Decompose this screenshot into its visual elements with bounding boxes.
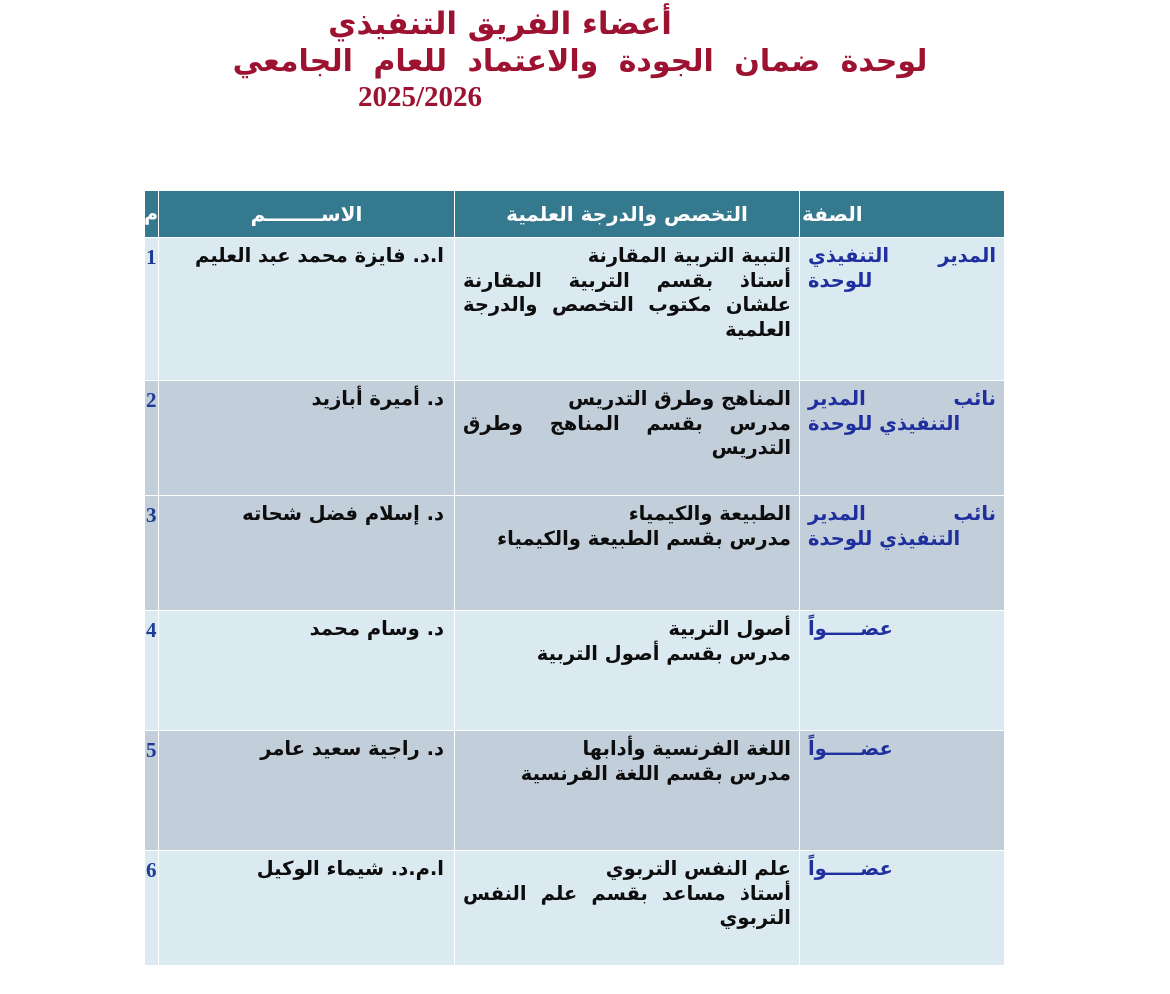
- page-title-line-3: 2025/2026: [357, 81, 483, 114]
- table-row: [145, 238, 1005, 381]
- column-header-name: الاســــــــم: [159, 191, 455, 238]
- team-table-container: [145, 190, 1005, 966]
- document-title-block: [130, 6, 1030, 116]
- role-text: عضـــــواً: [808, 617, 893, 640]
- cell-specialization: [455, 851, 800, 966]
- page-title-line-1: أعضاء الفريق التنفيذي: [328, 6, 672, 42]
- cell-role: [800, 381, 1005, 496]
- cell-name: ا.م.د. شيماء الوكيل: [159, 851, 455, 966]
- executive-team-table: [145, 190, 1006, 966]
- role-text: المدير التنفيذي للوحدة: [808, 244, 996, 292]
- table-row: [145, 851, 1005, 966]
- specialization-detail: مدرس بقسم المناهج وطرق التدريس: [463, 411, 791, 460]
- role-text: عضـــــواً: [808, 857, 893, 880]
- cell-name: د. أميرة أبازيد: [159, 381, 455, 496]
- table-row: [145, 496, 1005, 611]
- table-row: [145, 381, 1005, 496]
- cell-name: د. إسلام فضل شحاته: [159, 496, 455, 611]
- cell-specialization: [455, 731, 800, 851]
- column-header-number: م: [145, 191, 159, 238]
- specialization-title: الطبيعة والكيمياء: [628, 502, 791, 525]
- cell-role: [800, 851, 1005, 966]
- specialization-detail: مدرس بقسم الطبيعة والكيمياء: [497, 526, 791, 550]
- cell-name: د. وسام محمد: [159, 611, 455, 731]
- specialization-title: المناهج وطرق التدريس: [568, 387, 791, 410]
- role-text: عضـــــواً: [808, 737, 893, 760]
- role-text: نائب المدير التنفيذي للوحدة: [808, 387, 996, 435]
- specialization-detail: مدرس بقسم اللغة الفرنسية: [520, 761, 791, 785]
- cell-role: [800, 611, 1005, 731]
- cell-name: د. راجية سعيد عامر: [159, 731, 455, 851]
- cell-row-number: 2: [145, 381, 159, 496]
- cell-role: [800, 238, 1005, 381]
- cell-row-number: 3: [145, 496, 159, 611]
- table-header: [145, 191, 1005, 238]
- table-row: [145, 611, 1005, 731]
- cell-specialization: [455, 496, 800, 611]
- specialization-detail: مدرس بقسم أصول التربية: [536, 641, 791, 665]
- table-header-row: [145, 191, 1005, 238]
- cell-role: [800, 496, 1005, 611]
- column-header-role: الصفة: [800, 191, 1005, 238]
- specialization-detail: أستاذ مساعد بقسم علم النفس التربوي: [463, 881, 791, 930]
- role-text: نائب المدير التنفيذي للوحدة: [808, 502, 996, 550]
- specialization-title: التبية التربية المقارنة: [587, 244, 791, 267]
- cell-name: ا.د. فايزة محمد عبد العليم: [159, 238, 455, 381]
- specialization-title: أصول التربية: [668, 617, 791, 640]
- table-body: [145, 238, 1005, 966]
- specialization-detail: أستاذ بقسم التربية المقارنة علشان مكتوب التخصص والدرجة العلمية: [463, 268, 791, 341]
- table-row: [145, 731, 1005, 851]
- cell-specialization: [455, 381, 800, 496]
- cell-specialization: [455, 611, 800, 731]
- cell-role: [800, 731, 1005, 851]
- cell-row-number: 4: [145, 611, 159, 731]
- specialization-title: علم النفس التربوي: [605, 857, 791, 880]
- cell-row-number: 6: [145, 851, 159, 966]
- column-header-specialization: التخصص والدرجة العلمية: [455, 191, 800, 238]
- cell-specialization: [455, 238, 800, 381]
- cell-row-number: 5: [145, 731, 159, 851]
- page-title-line-2: لوحدة ضمان الجودة والاعتماد للعام الجامعي: [232, 43, 928, 79]
- cell-row-number: 1: [145, 238, 159, 381]
- specialization-title: اللغة الفرنسية وأدابها: [582, 737, 791, 760]
